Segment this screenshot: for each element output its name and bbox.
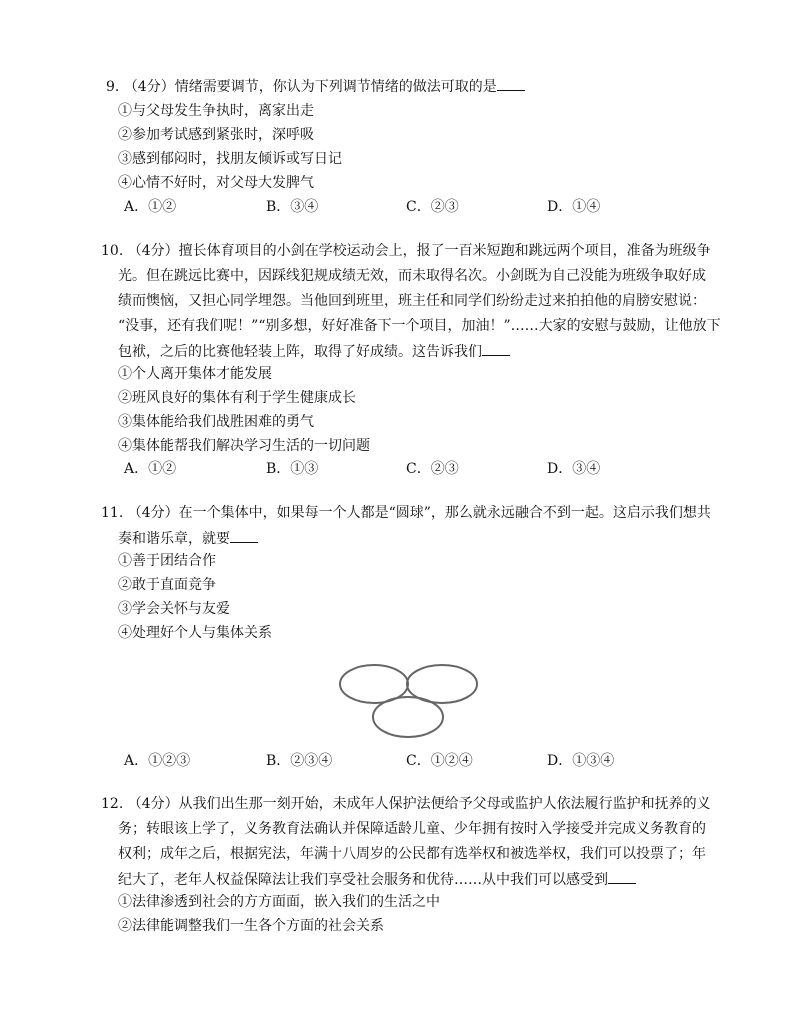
question-10-stem-line-1: 10. （4分）擅长体育项目的小剑在学校运动会上，报了一百米短跑和跳远两个项目，准备为班级争 <box>101 243 711 259</box>
option-4: ④心情不好时，对父母大发脾气 <box>118 175 314 191</box>
question-11-stem-line-1: 11. （4分）在一个集体中，如果每一个人都是“圆球”，那么就永远融合不到一起。这启示我们想共 <box>101 505 711 521</box>
answer-blank <box>230 528 258 543</box>
question-10-stem-line-4: “没事，还有我们呢！”“别多想，好好准备下一个项目，加油！”……大家的安慰与鼓励，让他放下 <box>118 318 721 334</box>
option-1: ①法律渗透到社会的方方面面，嵌入我们的生活之中 <box>118 894 440 910</box>
option-3: ③集体能给我们战胜困难的勇气 <box>118 414 314 430</box>
option-3: ③学会关怀与友爱 <box>118 601 230 617</box>
choice-b: B．③④ <box>266 199 319 215</box>
choice-a: A．①② <box>124 199 177 215</box>
answer-blank <box>482 341 510 356</box>
question-11-stem-line-2: 奏和谐乐章，就要 <box>118 531 230 547</box>
overlapping-circles-figure <box>338 662 480 740</box>
option-2: ②敢于直面竞争 <box>118 577 216 593</box>
question-12-stem-line-4: 纪大了，老年人权益保障法让我们享受社会服务和优待……从中我们可以感受到 <box>118 872 608 888</box>
option-2: ②法律能调整我们一生各个方面的社会关系 <box>118 918 384 934</box>
option-4: ④处理好个人与集体关系 <box>118 625 272 641</box>
option-2: ②参加考试感到紧张时，深呼吸 <box>118 127 314 143</box>
question-9-stem: 9. （4分）情绪需要调节，你认为下列调节情绪的做法可取的是 <box>106 79 497 95</box>
option-3: ③感到郁闷时，找朋友倾诉或写日记 <box>118 151 342 167</box>
question-12-stem-line-3: 权利；成年之后，根据宪法，年满十八周岁的公民都有选举权和被选举权，我们可以投票了；年 <box>118 846 706 862</box>
choice-b: B．②③④ <box>266 753 333 769</box>
question-12-stem-line-1: 12. （4分）从我们出生那一刻开始，未成年人保护法便给予父母或监护人依法履行监护和抚养的义 <box>101 796 711 812</box>
question-10-stem-line-5: 包袱，之后的比赛他轻装上阵，取得了好成绩。这告诉我们 <box>118 344 482 360</box>
choice-a: A．①② <box>124 461 177 477</box>
question-10-stem-line-2: 光。但在跳远比赛中，因踩线犯规成绩无效，而未取得名次。小剑既为自己没能为班级争取好成 <box>118 268 706 284</box>
option-1: ①与父母发生争执时，离家出走 <box>118 103 314 119</box>
choice-d: D．①④ <box>547 199 601 215</box>
choice-d: D．③④ <box>547 461 601 477</box>
choice-b: B．①③ <box>266 461 319 477</box>
option-2: ②班风良好的集体有利于学生健康成长 <box>118 390 356 406</box>
choice-c: C．②③ <box>406 461 459 477</box>
option-1: ①个人离开集体才能发展 <box>118 366 272 382</box>
circle-bottom <box>373 697 443 737</box>
answer-blank <box>608 869 636 884</box>
option-1: ①善于团结合作 <box>118 553 216 569</box>
option-4: ④集体能帮我们解决学习生活的一切问题 <box>118 438 370 454</box>
question-12-stem-line-2: 务；转眼该上学了，义务教育法确认并保障适龄儿童、少年拥有按时入学接受并完成义务教育的 <box>118 821 706 837</box>
answer-blank <box>497 76 525 91</box>
question-10-stem-line-3: 绩而懊恼，又担心同学埋怨。当他回到班里，班主任和同学们纷纷走过来拍拍他的肩膀安慰说： <box>118 293 706 309</box>
choice-d: D．①③④ <box>547 753 615 769</box>
choice-c: C．②③ <box>406 199 459 215</box>
choice-c: C．①②④ <box>406 753 473 769</box>
choice-a: A．①②③ <box>124 753 191 769</box>
